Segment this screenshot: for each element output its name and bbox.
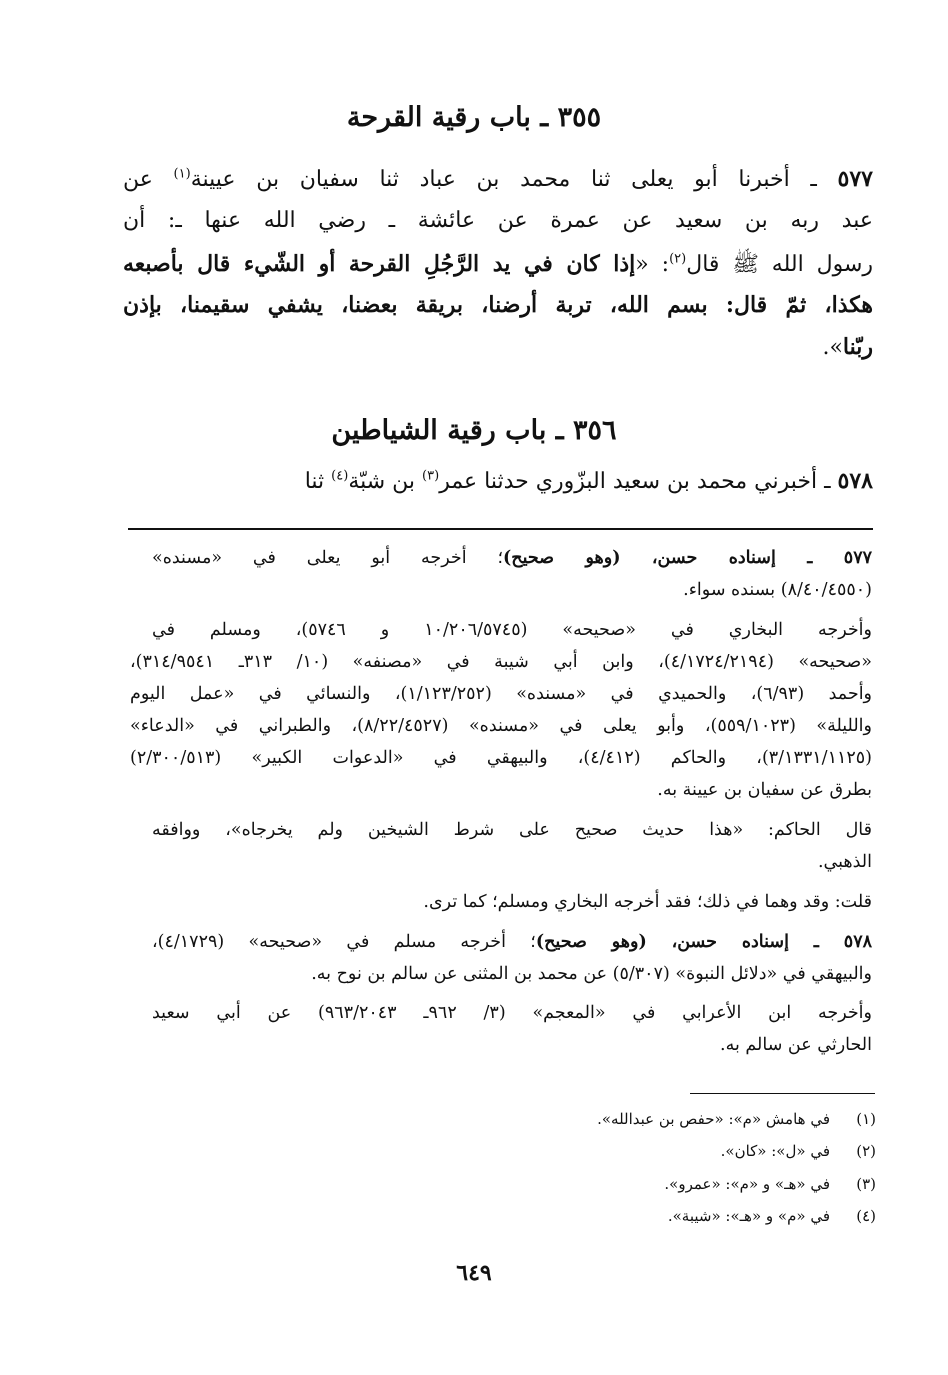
footnote-ref: (١) <box>173 166 191 182</box>
hadith-line: ٥٧٧ ـ أخبرنا أبو يعلى ثنا محمد بن عباد ثنا سفيان بن عيينة$^{(١)}$ عن <box>123 166 873 192</box>
footnote-number: (٣) <box>856 1175 876 1193</box>
hadith-number: ٥٧٨ <box>837 468 873 494</box>
footnote-ref: (٣) <box>422 468 440 484</box>
footnote-number: (٤) <box>856 1207 876 1225</box>
note-number: ٥٧٧ <box>843 548 872 568</box>
note-line: ٥٧٧ ـ إسناده حسن، (وهو صحيح)؛ أخرجه أبو يعلى في «مسنده» <box>152 548 872 568</box>
note-line: بطرق عن سفيان بن عيينة به. <box>657 780 872 800</box>
section-divider <box>128 528 873 530</box>
chapter-heading: ٣٥٥ ـ باب رقية القرحة <box>346 102 602 133</box>
note-line: الحارثي عن سالم به. <box>720 1035 872 1055</box>
note-number: ٥٧٨ <box>843 932 872 952</box>
note-line: والبيهقي في «دلائل النبوة» (٥/٣٠٧) عن محمد بن المثنى عن سالم بن نوح به. <box>311 964 872 984</box>
footnote-ref: (٢) <box>669 251 687 267</box>
note-line: وأخرجه البخاري في «صحيحه» (١٠/٢٠٦/٥٧٤٥ و ٥٧٤٦)، ومسلم في <box>152 620 872 640</box>
hadith-text: إذا كان في يد الرَّجُلِ القرحة أو الشّيء قال بأصبعه <box>123 251 636 277</box>
footnote-number: (٢) <box>856 1142 876 1160</box>
hadith-text: هكذا، ثمّ قال: بسم الله، تربة أرضنا، بريقة بعضنا، يشفي سقيمنا، بإذن <box>123 292 873 318</box>
note-line: قلت: وقد وهما في ذلك؛ فقد أخرجه البخاري ومسلم؛ كما ترى. <box>423 892 872 912</box>
chapter-heading: ٣٥٦ ـ باب رقية الشياطين <box>331 415 617 446</box>
page-number: ٦٤٩ <box>456 1260 492 1286</box>
footnote: (٢)في «ل»: «كان». <box>720 1142 876 1160</box>
hadith-line: ربّنا». <box>822 334 873 360</box>
hadith-line <box>123 292 873 318</box>
note-line: ٥٧٨ ـ إسناده حسن، (وهو صحيح)؛ أخرجه مسلم في «صحيحه» (٤/١٧٢٩)، <box>152 932 872 952</box>
footnote-divider <box>690 1093 875 1094</box>
footnote-ref: (٤) <box>331 468 349 484</box>
note-line: وأحمد (٦/٩٣)، والحميدي في «مسنده» (١/١٢٣/٢٥٢)، والنسائي في «عمل اليوم <box>130 684 873 704</box>
note-line: (٨/٤٠/٤٥٥٠) بسنده سواء. <box>683 580 872 600</box>
note-line: «صحيحه» (٤/١٧٢٤/٢١٩٤)، وابن أبي شيبة في «مصنفه» (١٠/ ٣١٣ـ ٣١٤/٩٥٤١)، <box>130 652 872 672</box>
note-line: قال الحاكم: «هذا حديث صحيح على شرط الشيخين ولم يخرجاه»، ووافقه <box>152 820 872 840</box>
hadith-line: عبد ربه بن سعيد عن عمرة عن عائشة ـ رضي الله عنها ـ: أن <box>123 208 873 233</box>
hadith-line: ٥٧٨ ـ أخبرني محمد بن سعيد البزّوري حدثنا عمر$^{(٣)}$ بن شبّة$^{(٤)}$ ثنا <box>304 468 873 494</box>
note-line: والليلة» (٥٥٩/١٠٢٣)، وأبو يعلى في «مسنده» (٨/٢٢/٤٥٢٧)، والطبراني في «الدعاء» <box>130 716 872 736</box>
note-line: الذهبي. <box>817 852 872 872</box>
footnote: (٣)في «هـ» و «م»: «عمرو». <box>664 1175 876 1193</box>
note-line: (٣/١٣٣١/١١٢٥)، والحاكم (٤/٤١٢)، والبيهقي في «الدعوات الكبير» (٢/٣٠٠/٥١٣) <box>130 748 872 768</box>
hadith-text: ربّنا <box>842 334 873 360</box>
footnote-number: (١) <box>856 1110 876 1128</box>
hadith-line: رسول الله ﷺ قال$^{(٢)}$: «إذا كان في يد الرَّجُلِ القرحة أو الشّيء قال بأصبعه <box>123 251 874 277</box>
footnote: (١)في هامش «م»: «حفص بن عبدالله». <box>597 1110 876 1128</box>
hadith-number: ٥٧٧ <box>837 166 873 192</box>
note-line: وأخرجه ابن الأعرابي في «المعجم» (٣/ ٩٦٢ـ ٩٦٣/٢٠٤٣) عن أبي سعيد <box>152 1003 872 1023</box>
footnote: (٤)في «م» و «هـ»: «شيبة». <box>667 1207 876 1225</box>
